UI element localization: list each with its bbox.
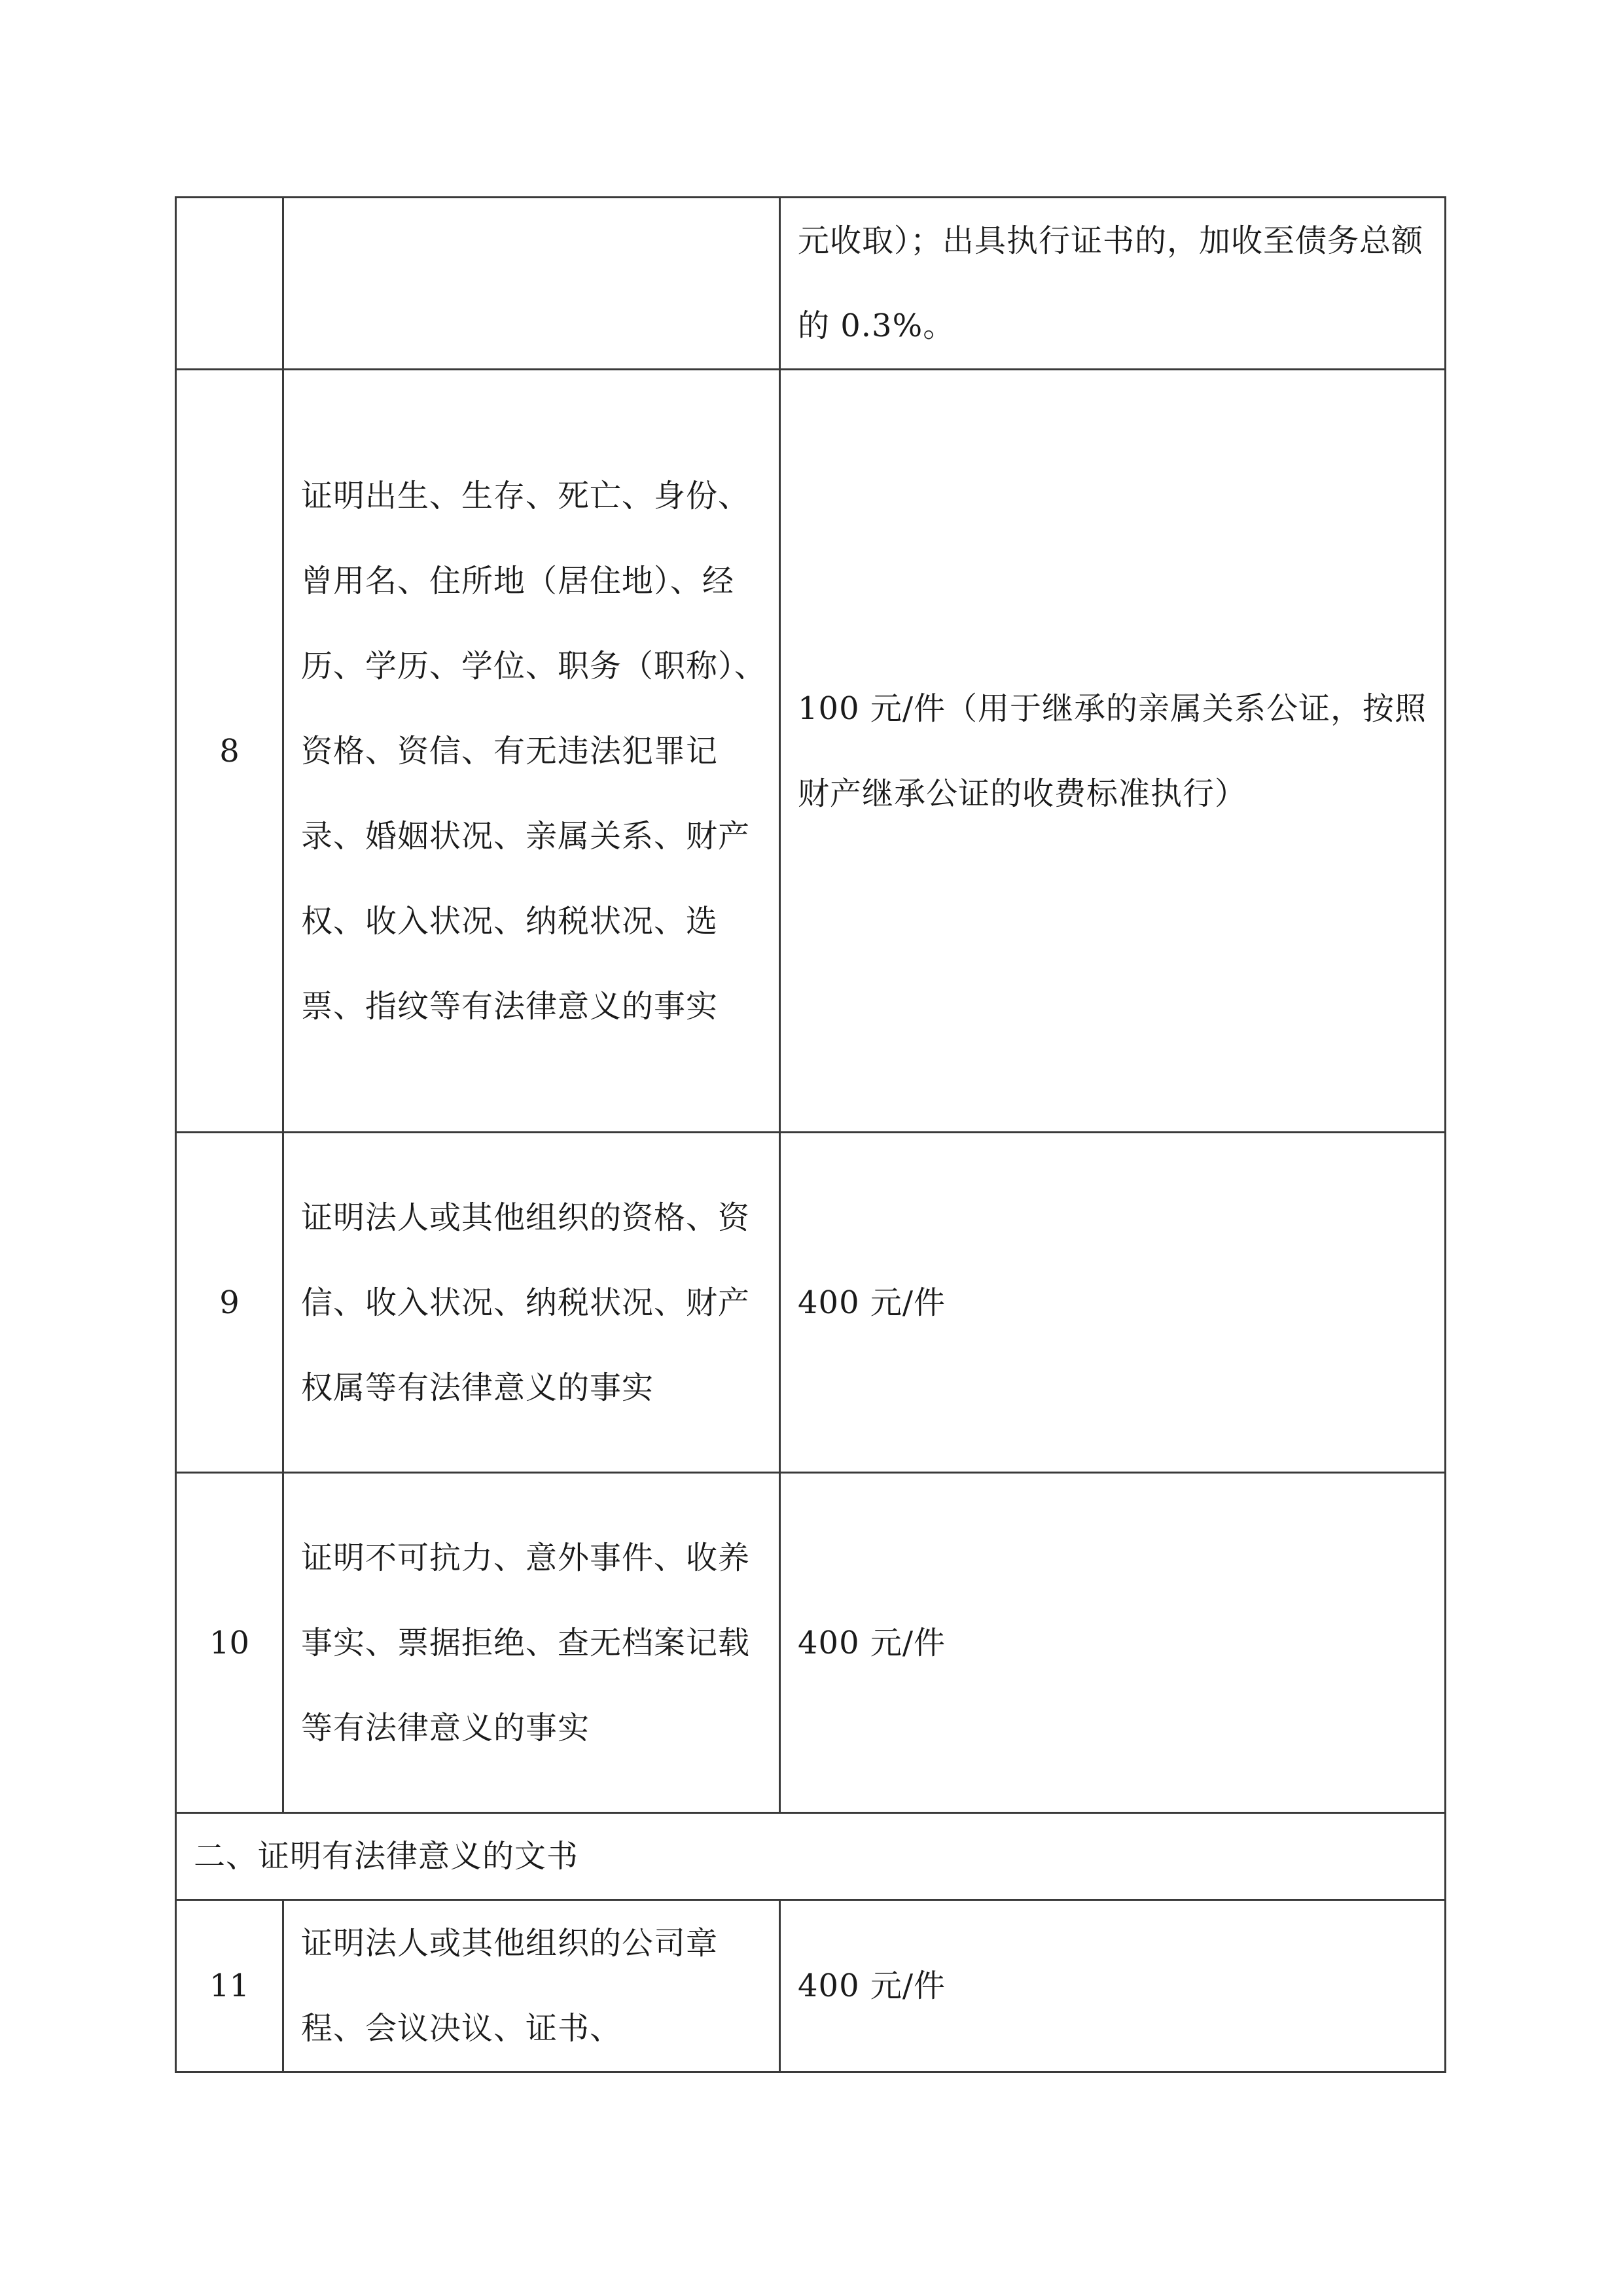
section-heading-row <box>176 1813 1446 1900</box>
table-row <box>176 1133 1446 1473</box>
fee-description: 400 元/件 <box>780 1133 1446 1473</box>
item-description <box>283 198 780 370</box>
row-number: 11 <box>176 1900 283 2072</box>
table-row <box>176 370 1446 1133</box>
fee-description: 元收取）；出具执行证书的，加收至债务总额的 0.3%。 <box>780 198 1446 370</box>
fee-description: 400 元/件 <box>780 1900 1446 2072</box>
row-number: 10 <box>176 1473 283 1813</box>
item-description: 证明出生、生存、死亡、身份、曾用名、住所地（居住地）、经历、学历、学位、职务（职称）、资格、资信、有无违法犯罪记录、婚姻状况、亲属关系、财产权、收入状况、纳税状况、选票、指纹等有法律意义的事实 <box>283 370 780 1133</box>
fee-table <box>175 196 1446 2073</box>
table-row <box>176 1473 1446 1813</box>
table-row <box>176 1900 1446 2072</box>
row-number: 8 <box>176 370 283 1133</box>
section-heading: 二、证明有法律意义的文书 <box>176 1813 1446 1900</box>
row-number <box>176 198 283 370</box>
fee-description: 100 元/件（用于继承的亲属关系公证，按照财产继承公证的收费标准执行） <box>780 370 1446 1133</box>
item-description: 证明法人或其他组织的公司章程、会议决议、证书、 <box>283 1900 780 2072</box>
fee-description: 400 元/件 <box>780 1473 1446 1813</box>
item-description: 证明法人或其他组织的资格、资信、收入状况、纳税状况、财产权属等有法律意义的事实 <box>283 1133 780 1473</box>
item-description: 证明不可抗力、意外事件、收养事实、票据拒绝、查无档案记载等有法律意义的事实 <box>283 1473 780 1813</box>
table-row <box>176 198 1446 370</box>
row-number: 9 <box>176 1133 283 1473</box>
